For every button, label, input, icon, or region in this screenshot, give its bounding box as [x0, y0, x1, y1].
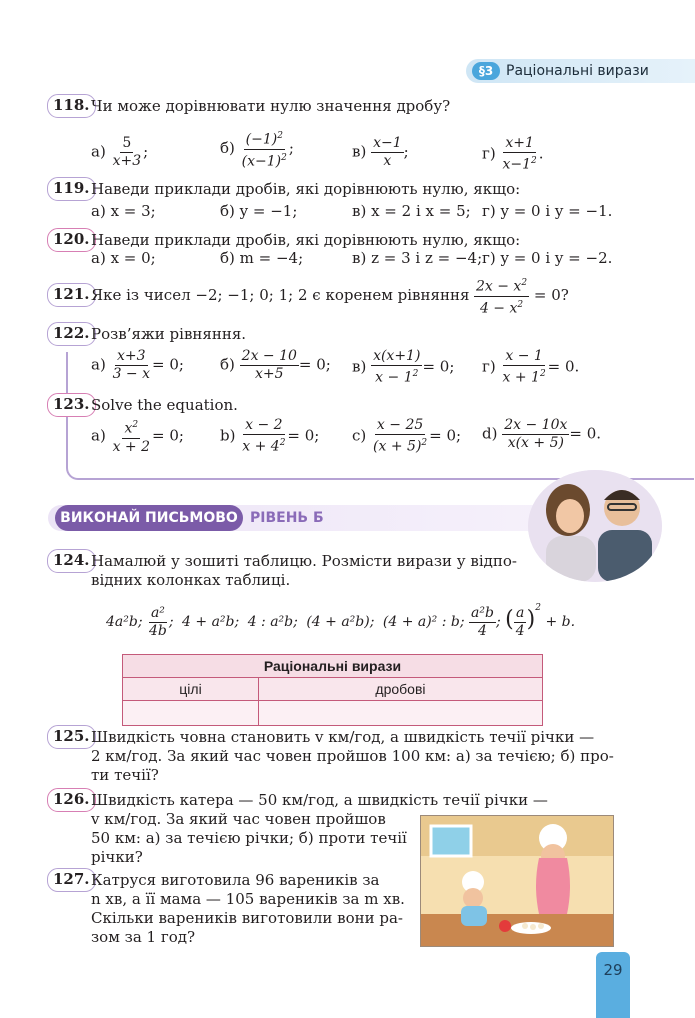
problem-119-option-a: а) x = 3;	[91, 202, 156, 220]
problem-120-option-a: а) x = 0;	[91, 249, 156, 267]
write-task-label: ВИКОНАЙ ПИСЬМОВО	[55, 505, 243, 531]
problem-118-option-c: в) $\frac{x-1}{x}$ ;	[352, 135, 409, 169]
table-col-whole: цілі	[123, 678, 259, 701]
problem-119-option-c: в) x = 2 і x = 5;	[352, 202, 471, 220]
section-badge: §3	[472, 62, 500, 80]
problem-120-option-d: г) y = 0 і y = −2.	[482, 249, 613, 267]
problem-127-line3: Скільки вареників виготовили вони ра-	[91, 909, 403, 927]
problem-120-text: Наведи приклади дробів, які дорівнюють нулю, якщо:	[91, 231, 521, 249]
problem-123-option-d: d) $\frac{2x - 10x}{x(x + 5)}$ = 0.	[482, 417, 602, 451]
problem-number-119: 119.	[47, 177, 96, 201]
problem-123-text: Solve the equation.	[91, 396, 238, 414]
problem-126-line3: 50 км: а) за течією річки; б) проти течії	[91, 829, 407, 847]
problem-126-line1: Швидкість катера — 50 км/год, а швидкість течії річки —	[91, 791, 548, 809]
problem-123-option-c: c) $\frac{x - 25}{(x + 5)^2}$ = 0;	[352, 417, 462, 455]
problem-122-option-c: в) $\frac{x(x+1)}{x - 1^2}$ = 0;	[352, 348, 455, 386]
problem-119-option-d: г) y = 0 і y = −1.	[482, 202, 613, 220]
problem-122-text: Розв’яжи рівняння.	[91, 325, 247, 343]
problem-124-line1: Намалюй у зошиті таблицю. Розмісти вирази у відпо-	[91, 552, 517, 570]
problem-120-option-c: в) z = 3 і z = −4;	[352, 249, 483, 267]
problem-118-option-a: а) $\frac{5}{x+3}$ ;	[91, 135, 149, 169]
problem-number-126: 126.	[47, 788, 96, 812]
cooking-illustration	[420, 815, 614, 947]
problem-number-127: 127.	[47, 868, 96, 892]
problem-121-text: Яке із чисел −2; −1; 0; 1; 2 є коренем рівняння	[91, 286, 470, 304]
level-label: РІВЕНЬ Б	[250, 510, 324, 526]
problem-122-option-a: а) $\frac{x+3}{3 - x}$ = 0;	[91, 348, 184, 382]
table-cell-empty	[258, 701, 542, 726]
problem-119-option-b: б) y = −1;	[220, 202, 298, 220]
problem-number-124: 124.	[47, 549, 96, 573]
problem-125-line1: Швидкість човна становить v км/год, а швидкість течії річки —	[91, 728, 595, 746]
problem-127-line4: зом за 1 год?	[91, 928, 196, 946]
problem-123-option-a: a) $\frac{x^2}{x + 2}$ = 0;	[91, 417, 184, 456]
table-cell-empty	[123, 701, 259, 726]
problem-126-line4: річки?	[91, 848, 143, 866]
table-title: Раціональні вирази	[123, 655, 543, 678]
problem-number-118: 118.	[47, 94, 96, 118]
problem-number-125: 125.	[47, 725, 96, 749]
problem-120-option-b: б) m = −4;	[220, 249, 304, 267]
students-photo	[528, 470, 662, 582]
problem-122-option-b: б) $\frac{2x - 10}{x+5}$ = 0;	[220, 348, 331, 382]
problem-121-equation: $\frac{2x - x^2}{4 - x^2}$ = 0?	[474, 275, 569, 317]
section-title: Раціональні вирази	[506, 63, 649, 79]
problem-125-line3: ти течії?	[91, 766, 159, 784]
problem-123-option-b: b) $\frac{x - 2}{x + 4^2}$ = 0;	[220, 417, 320, 455]
problem-127-line1: Катруся виготовила 96 вареників за	[91, 871, 380, 889]
problem-126-line2: v км/год. За який час човен пройшов	[91, 810, 386, 828]
problem-122-option-d: г) $\frac{x - 1}{x + 1^2}$ = 0.	[482, 348, 580, 386]
page-number: 29	[596, 952, 630, 1018]
table-col-fractional: дробові	[258, 678, 542, 701]
problem-118-text: Чи може дорівнювати нулю значення дробу?	[91, 97, 451, 115]
problem-125-line2: 2 км/год. За який час човен пройшов 100 км: а) за течією; б) про-	[91, 747, 614, 765]
rational-expressions-table	[122, 654, 543, 726]
problem-number-123: 123.	[47, 393, 96, 417]
problem-118-option-b: б) $\frac{(-1)^2}{(x-1)^2}$ ;	[220, 128, 294, 170]
problem-number-120: 120.	[47, 228, 96, 252]
problem-127-line2: n хв, а її мама — 105 вареників за m хв.	[91, 890, 405, 908]
problem-119-text: Наведи приклади дробів, які дорівнюють нулю, якщо:	[91, 180, 521, 198]
problem-124-expressions: 4a²b; $\frac{\text{a²}}{4b}$ ; 4 + a²b; 4 : a²b; (4 + a²b); (4 + a)² : b; $\frac{\text{a²b}}{4}$ ; ( $\frac{a}{4}$ )$^2$ + b.	[106, 603, 576, 639]
problem-number-122: 122.	[47, 322, 96, 346]
problem-124-line2: відних колонках таблиці.	[91, 571, 291, 589]
problem-118-option-d: г) $\frac{x+1}{x-1^2}$ .	[482, 135, 544, 173]
problem-number-121: 121.	[47, 283, 96, 307]
